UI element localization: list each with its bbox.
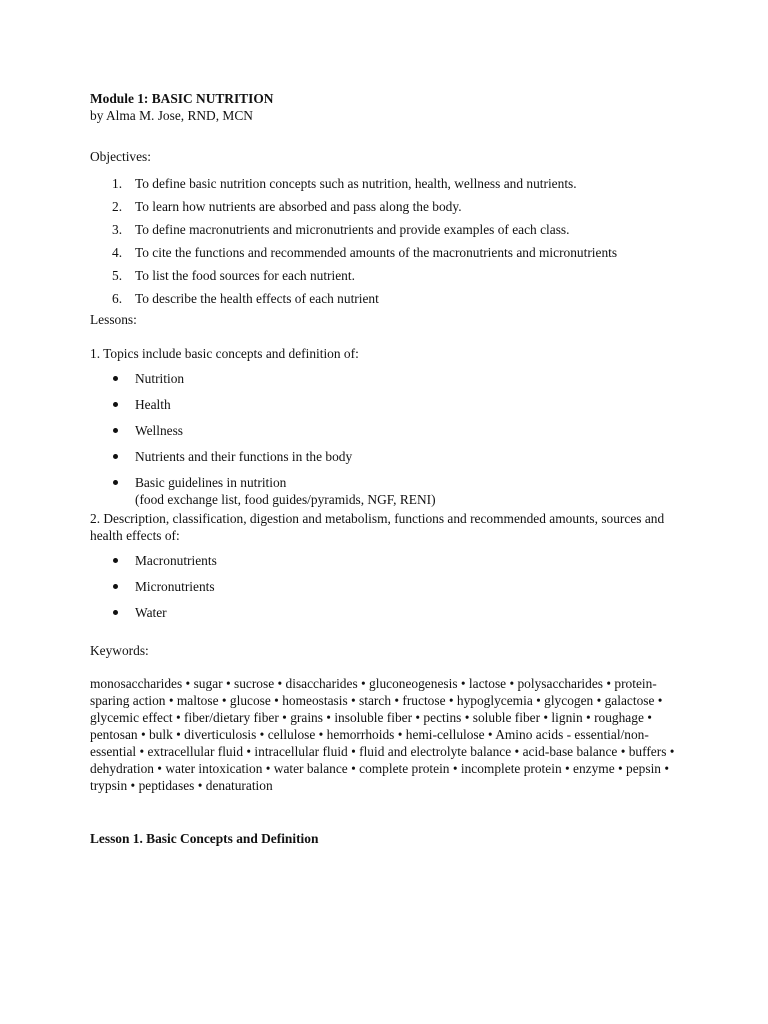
objective-item: 4. To cite the functions and recommended amounts of the macronutrients and micronutrients [112, 245, 618, 260]
lessons-heading: Lessons: [90, 312, 137, 327]
objectives-list [90, 175, 690, 307]
topic-item: Nutrition [90, 370, 690, 387]
keywords-text: monosaccharides • sugar • sucrose • disaccharides • gluconeogenesis • lactose • polysaccharides • protein-sparing action • maltose • glucose • homeostasis • starch • fructose • hypoglycemia • glycogen • galactose • glycemic effect • fiber/dietary fiber • grains • insoluble fiber • pectins • soluble fiber • lignin • roughage • pentosan • bulk • diverticulosis • cellulose • hemorrhoids • hemi-cellulose • Amino acids - essential/non-essential • extracellular fluid • intracellular fluid • fluid and electrolyte balance • acid-base balance • buffers • dehydration • water intoxication • water balance • complete protein • incomplete protein • enzyme • pepsin • trypsin • peptidases • denaturation [90, 676, 675, 793]
objective-item: 2. To learn how nutrients are absorbed and pass along the body. [112, 199, 462, 214]
keywords-heading: Keywords: [90, 643, 149, 658]
topic-item: Nutrients and their functions in the body [90, 448, 690, 465]
lesson1-heading: Lesson 1. Basic Concepts and Definition [90, 831, 319, 846]
topic-item: Macronutrients [90, 552, 690, 569]
topic-item: Micronutrients [90, 578, 690, 595]
document-body [90, 90, 690, 847]
lesson1-intro: 1. Topics include basic concepts and definition of: [90, 346, 359, 361]
module-title: Module 1: BASIC NUTRITION [90, 91, 274, 106]
lesson1-topics [90, 370, 690, 508]
objective-item: 5. To list the food sources for each nutrient. [112, 268, 355, 283]
topic-subtext: (food exchange list, food guides/pyramids, NGF, RENI) [135, 492, 436, 507]
topic-item: Wellness [90, 422, 690, 439]
objective-item: 1. To define basic nutrition concepts such as nutrition, health, wellness and nutrients. [112, 176, 577, 191]
lesson2-topics [90, 552, 690, 621]
objective-item: 6. To describe the health effects of each nutrient [112, 291, 379, 306]
topic-item: Basic guidelines in nutrition (food exchange list, food guides/pyramids, NGF, RENI) [90, 474, 690, 508]
lesson2-intro: 2. Description, classification, digestion and metabolism, functions and recommended amounts, sources and health effects of: [90, 511, 665, 543]
objectives-heading: Objectives: [90, 149, 151, 164]
objective-item: 3. To define macronutrients and micronutrients and provide examples of each class. [112, 222, 570, 237]
author-line: by Alma M. Jose, RND, MCN [90, 108, 253, 123]
topic-item: Health [90, 396, 690, 413]
topic-item: Water [90, 604, 690, 621]
